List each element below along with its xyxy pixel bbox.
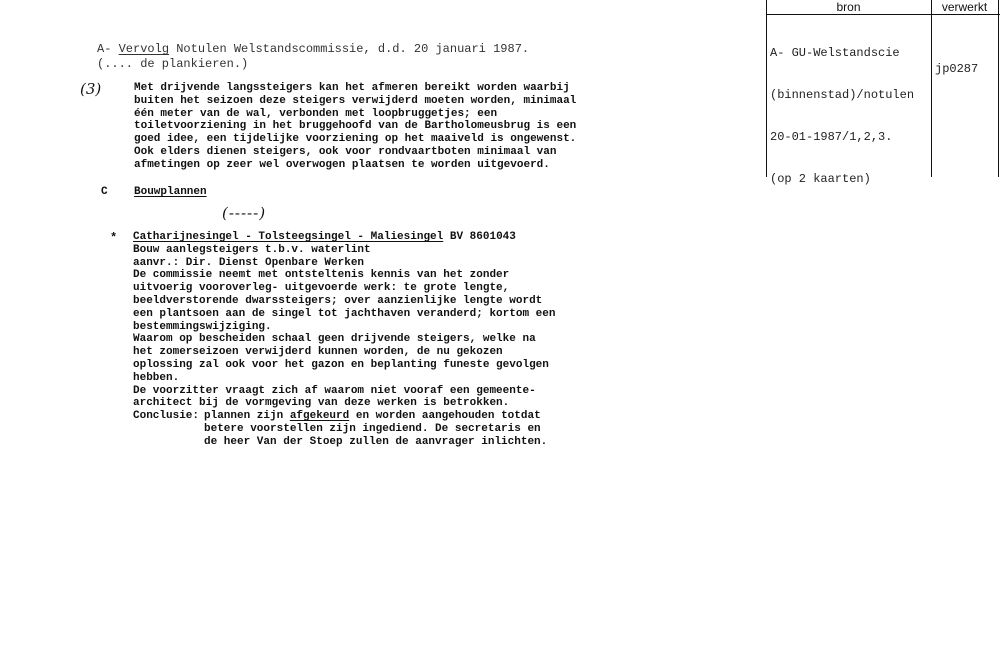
text-line: Ook elders dienen steigers, ook voor rondvaartboten minimaal van [134, 145, 557, 158]
header-prefix: A- [97, 42, 119, 56]
text-line: uitvoerig vooroverleg- uitgevoerde werk: te grote lengte, [133, 282, 510, 295]
source-table [766, 0, 1000, 186]
conclusion-keyword: afgekeurd [289, 410, 350, 422]
source-line: A- GU-Welstandscie [770, 46, 900, 60]
document-header [97, 42, 529, 72]
handwritten-margin-note: (3) [80, 80, 102, 98]
source-line: (binnenstad)/notulen [770, 88, 915, 102]
source-reference [770, 18, 914, 214]
text-line: afmetingen op zeer wel overwogen plaatsen te worden uitgevoerd. [134, 158, 550, 171]
text-line: Met drijvende langssteigers kan het afmeren bereikt worden waarbij [134, 82, 570, 94]
item-body [133, 231, 555, 410]
conclusion-line [133, 410, 547, 423]
table-header-bron: bron [836, 0, 861, 14]
header-title-line [97, 42, 529, 57]
table-header-verwerkt: verwerkt [941, 0, 988, 14]
table-header-divider [766, 14, 1000, 15]
text-line: goed idee, een tijdelijke voorziening op het maaiveld is ongewenst. [134, 133, 577, 146]
conclusion-text: en worden aangehouden totdat [349, 410, 541, 422]
item-reference: BV 8601043 [443, 231, 516, 243]
header-rest: Notulen Welstandscommissie, d.d. 20 januari 1987. [169, 42, 530, 56]
text-line: buiten het seizoen deze steigers verwijderd moeten worden, minimaal [134, 94, 577, 107]
conclusion-label: Conclusie: [133, 410, 200, 422]
conclusion-line [133, 436, 547, 449]
handwritten-ellipsis: (-----) [222, 204, 267, 222]
text-line: architect bij de vormgeving van deze werken is betrokken. [133, 397, 510, 410]
text-line: oplossing zal ook voor het gazon en beplanting funeste gevolgen [133, 358, 549, 371]
header-vervolg: Vervolg [118, 42, 170, 56]
conclusion-line [133, 423, 547, 436]
text-line: Waarom op bescheiden schaal geen drijvende steigers, welke na [133, 333, 536, 346]
item-title-line [133, 231, 555, 244]
text-line: hebben. [133, 371, 180, 384]
table-border-right [998, 0, 999, 177]
item-title: Catharijnesingel - Tolsteegsingel - Maliesingel [133, 231, 444, 243]
item-bullet: * [110, 231, 118, 245]
text-line: De commissie neemt met ontsteltenis kennis van het zonder [133, 269, 510, 282]
paragraph-steigers [134, 82, 576, 172]
text-line: aanvr.: Dir. Dienst Openbare Werken [133, 256, 365, 269]
conclusion-text: de heer Van der Stoep zullen de aanvrager inlichten. [204, 435, 548, 448]
section-letter: C [101, 186, 108, 198]
conclusion-text: betere voorstellen zijn ingediend. De secretaris en [204, 422, 541, 435]
processed-code: jp0287 [935, 62, 979, 76]
conclusion-block [133, 410, 547, 448]
text-line: De voorzitter vraagt zich af waarom niet vooraf een gemeente- [133, 384, 536, 397]
source-line: (op 2 kaarten) [770, 172, 871, 186]
text-line: één meter van de wal, verbonden met loopbruggetjes; een [134, 107, 498, 120]
text-line: een plantsoen aan de singel tot jachthaven veranderd; kortom een [133, 307, 556, 320]
section-title: Bouwplannen [134, 186, 207, 198]
text-line: Bouw aanlegsteigers t.b.v. waterlint [133, 243, 371, 256]
text-line: beeldverstorende dwarssteigers; over aanzienlijke lengte wordt [133, 294, 543, 307]
text-line: toiletvoorziening in het bruggehoofd van de Bartholomeusbrug is een [134, 120, 577, 133]
conclusion-text: plannen zijn [204, 410, 290, 422]
source-line: 20-01-1987/1,2,3. [770, 130, 893, 144]
table-column-divider [931, 0, 932, 177]
table-border-left [766, 0, 767, 177]
text-line: bestemmingswijziging. [133, 320, 272, 333]
text-line: het zomerseizoen verwijderd kunnen worden, de nu gekozen [133, 346, 503, 359]
header-subtitle: (.... de plankieren.) [97, 57, 249, 71]
